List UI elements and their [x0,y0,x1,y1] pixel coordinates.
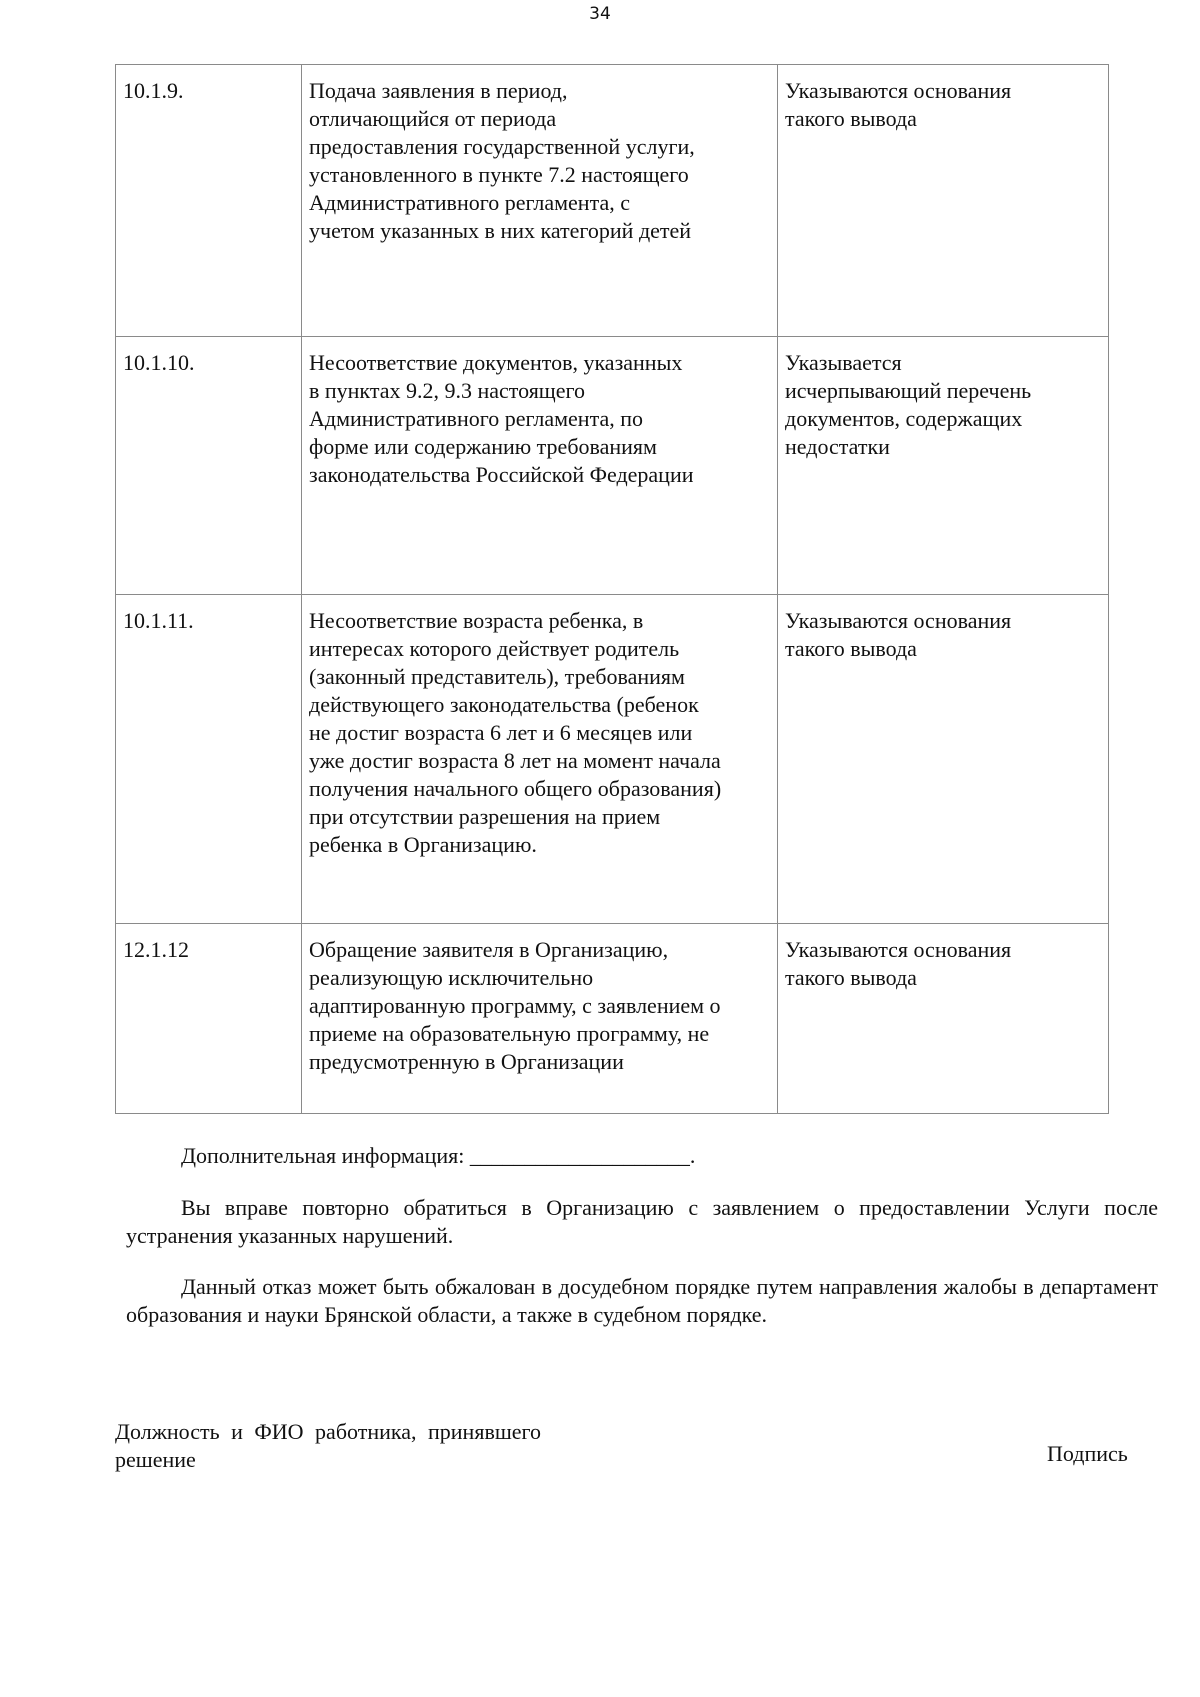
reason-explanation: Указываются основания такого вывода [778,65,1109,337]
reason-code: 12.1.12 [116,924,302,1114]
reason-explanation: Указываются основания такого вывода [778,595,1109,924]
reason-description: Несоответствие документов, указанных в пунктах 9.2, 9.3 настоящего Административного регламента, по форме или содержанию требованиям законодательства Российской Федерации [302,337,778,595]
reason-code: 10.1.11. [116,595,302,924]
reason-code: 10.1.9. [116,65,302,337]
reason-description: Обращение заявителя в Организацию, реализующую исключительно адаптированную программу, с заявлением о приеме на образовательную программу, не предусмотренную в Организации [302,924,778,1114]
signature-label: Подпись [1047,1441,1128,1466]
reason-code: 10.1.10. [116,337,302,595]
reason-explanation: Указывается исчерпывающий перечень документов, содержащих недостатки [778,337,1109,595]
table-row [116,924,1109,1114]
table-row [116,65,1109,337]
reason-description: Подача заявления в период, отличающийся от периода предоставления государственной услуги, установленного в пункте 7.2 настоящего Административного регламента, с учетом указанных в них категорий детей [302,65,778,337]
page-number: 34 [589,4,611,24]
reason-description: Несоответствие возраста ребенка, в интересах которого действует родитель (законный представитель), требованиям действующего законодательства (ребенок не достиг возраста 6 лет и 6 месяцев или уже достиг возраста 8 лет на момент начала получения начального общего образования) при отсутствии разрешения на прием ребенка в Организацию. [302,595,778,924]
reason-explanation: Указываются основания такого вывода [778,924,1109,1114]
official-position-label: Должность и ФИО работника, принявшего решение [115,1419,542,1472]
additional-info-line: Дополнительная информация: ____________________. [181,1143,696,1168]
reapply-paragraph: Вы вправе повторно обратиться в Организацию с заявлением о предоставлении Услуги после устранения указанных нарушений. [126,1195,1158,1248]
table-row [116,595,1109,924]
appeal-paragraph: Данный отказ может быть обжалован в досудебном порядке путем направления жалобы в департамент образования и науки Брянской области, а также в судебном порядке. [126,1274,1158,1327]
refusal-reasons-table [115,64,1109,1114]
table-row [116,337,1109,595]
